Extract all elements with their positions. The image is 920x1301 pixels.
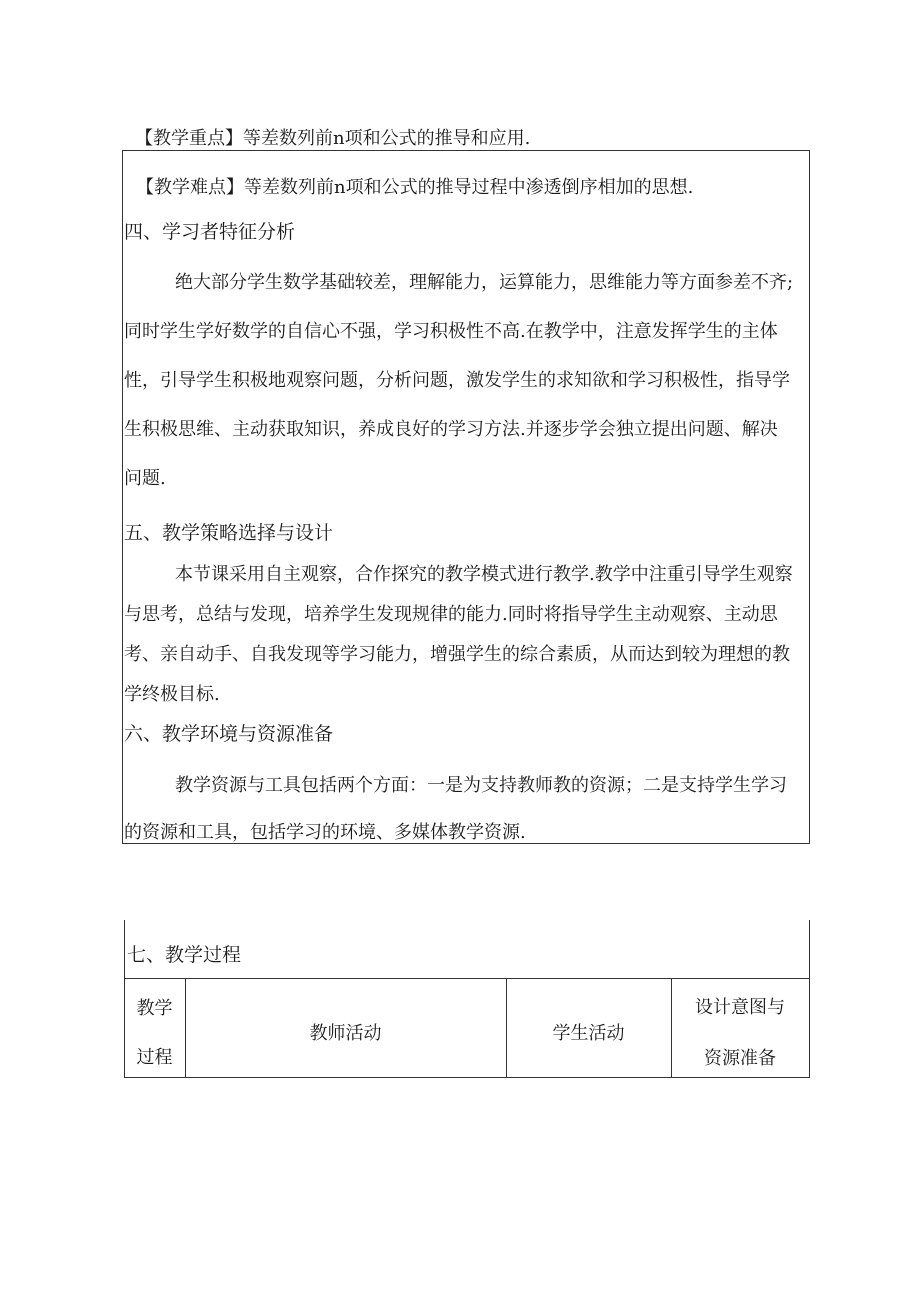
- paragraph-line: 问题.: [124, 468, 166, 489]
- header-student-activity: 学生活动: [552, 1023, 625, 1044]
- paragraph-line: 教学资源与工具包括两个方面：一是为支持教师教的资源；二是支持学生学习: [175, 775, 787, 796]
- teaching-difficulty: [136, 173, 693, 199]
- teaching-difficulty-label: 【教学难点】: [136, 177, 244, 198]
- header-process-line2: 过程: [136, 1047, 173, 1068]
- teaching-focus-text: 等差数列前n项和公式的推导和应用.: [243, 128, 531, 149]
- paragraph-line: 与思考，总结与发现，培养学生发现规律的能力.同时将指导学生主动观察、主动思: [124, 604, 778, 625]
- section5-title: 五、教学策略选择与设计: [124, 522, 334, 544]
- paragraph-line: 学终极目标.: [124, 684, 220, 705]
- paragraph-line: 本节课采用自主观察，合作探究的教学模式进行教学.教学中注重引导学生观察: [175, 564, 793, 585]
- paragraph-line: 的资源和工具，包括学习的环境、多媒体教学资源.: [124, 822, 526, 843]
- section7-title: 七、教学过程: [127, 944, 242, 966]
- teaching-focus-label: 【教学重点】: [135, 128, 243, 149]
- paragraph-line: 生积极思维、主动获取知识，养成良好的学习方法.并逐步学会独立提出问题、解决: [124, 419, 778, 440]
- table-border-bottom: [124, 1077, 810, 1078]
- teaching-focus: [135, 124, 530, 150]
- header-design-line1: 设计意图与: [695, 997, 785, 1018]
- section6-title: 六、教学环境与资源准备: [124, 723, 334, 745]
- table-border-right: [809, 920, 810, 1078]
- section4-title: 四、学习者特征分析: [124, 221, 296, 243]
- header-teacher-activity: 教师活动: [309, 1023, 382, 1044]
- header-process-line1: 教学: [136, 998, 173, 1019]
- paragraph-line: 同时学生学好数学的自信心不强，学习积极性不高.在教学中，注意发挥学生的主体: [124, 321, 778, 342]
- table-divider: [124, 978, 810, 979]
- content-box: [122, 150, 810, 844]
- paragraph-line: 考、亲自动手、自我发现等学习能力，增强学生的综合素质，从而达到较为理想的教: [124, 644, 790, 665]
- paragraph-line: 性，引导学生积极地观察问题，分析问题，激发学生的求知欲和学习积极性，指导学: [124, 370, 790, 391]
- teaching-difficulty-text: 等差数列前n项和公式的推导过程中渗透倒序相加的思想.: [244, 177, 694, 198]
- header-design-line2: 资源准备: [704, 1048, 776, 1069]
- paragraph-line: 绝大部分学生数学基础较差，理解能力，运算能力，思维能力等方面参差不齐;: [175, 272, 794, 293]
- teaching-process-table: [124, 920, 810, 1078]
